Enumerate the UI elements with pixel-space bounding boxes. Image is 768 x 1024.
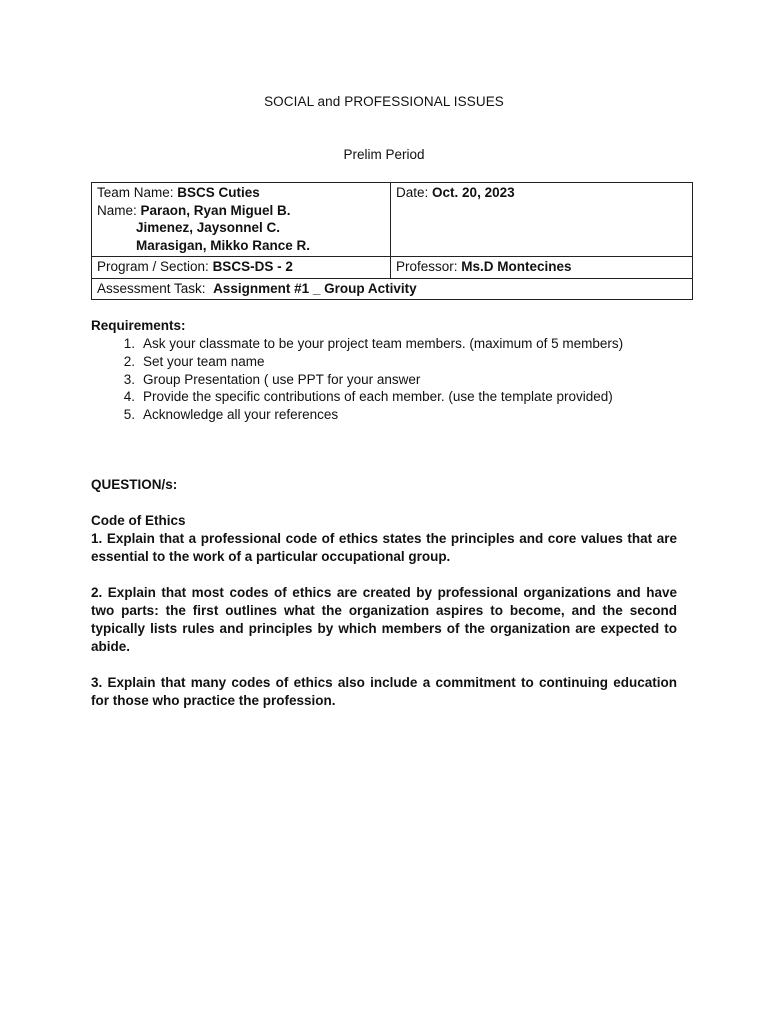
- questions-heading: QUESTION/s:: [91, 477, 178, 492]
- date-value: Oct. 20, 2023: [432, 185, 515, 200]
- date-cell: [391, 183, 693, 257]
- member-name: Marasigan, Mikko Rance R.: [136, 237, 311, 253]
- task-cell: [92, 278, 693, 300]
- list-item: [91, 406, 691, 424]
- list-item: [91, 335, 691, 353]
- info-table: [91, 182, 693, 300]
- document-title: SOCIAL and PROFESSIONAL ISSUES: [264, 94, 504, 109]
- professor-label: Professor:: [396, 259, 458, 274]
- member-name: Jimenez, Jaysonnel C.: [136, 220, 281, 235]
- list-item: [91, 371, 691, 389]
- list-item: [91, 388, 691, 406]
- info-row-task: [92, 278, 693, 300]
- question-item: 2. Explain that most codes of ethics are created by professional organizations and have two parts: the first outlines what the organization aspires to become, and the second typically lists rules and principles by which members of the organization are expected to abide.: [91, 585, 677, 654]
- list-item-text: Acknowledge all your references: [143, 407, 339, 423]
- professor-cell: [391, 257, 693, 279]
- program-value: BSCS-DS - 2: [212, 259, 293, 274]
- date-label: Date:: [396, 185, 429, 200]
- list-item-number: 1.: [123, 336, 135, 351]
- name-label: Name:: [97, 202, 137, 218]
- question-item: 3. Explain that many codes of ethics also include a commitment to continuing education for those who practice the profession.: [91, 675, 677, 708]
- list-item-number: 3.: [123, 371, 135, 387]
- requirements-heading: Requirements:: [91, 318, 186, 333]
- list-item-number: 4.: [123, 389, 135, 405]
- questions-section-title: Code of Ethics: [91, 513, 186, 528]
- document-period: Prelim Period: [343, 147, 425, 162]
- team-cell: [92, 183, 391, 257]
- list-item-text: Provide the specific contributions of each member. (use the template provided): [143, 389, 613, 405]
- requirements-list: [91, 335, 691, 424]
- program-label: Program / Section:: [97, 259, 209, 274]
- program-cell: [92, 257, 391, 279]
- info-row-team: [92, 183, 693, 257]
- list-item-text: Set your team name: [143, 353, 265, 369]
- professor-value: Ms.D Montecines: [461, 259, 572, 274]
- list-item-text: Group Presentation ( use PPT for your answer: [143, 371, 421, 387]
- task-value: Assignment #1 _ Group Activity: [213, 280, 417, 296]
- list-item-text: Ask your classmate to be your project team members. (maximum of 5 members): [143, 336, 624, 351]
- requirements-section: [91, 317, 691, 424]
- task-label: Assessment Task:: [97, 280, 206, 296]
- team-name-label: Team Name:: [97, 185, 174, 200]
- team-name-value: BSCS Cuties: [177, 185, 260, 200]
- list-item-number: 2.: [123, 353, 135, 369]
- list-item: [91, 353, 691, 371]
- questions-section: [91, 476, 677, 728]
- question-item: 1. Explain that a professional code of ethics states the principles and core values that are essential to the work of a particular occupational group.: [91, 531, 677, 564]
- member-name: Paraon, Ryan Miguel B.: [140, 202, 291, 218]
- list-item-number: 5.: [123, 407, 135, 423]
- info-row-program: [92, 257, 693, 279]
